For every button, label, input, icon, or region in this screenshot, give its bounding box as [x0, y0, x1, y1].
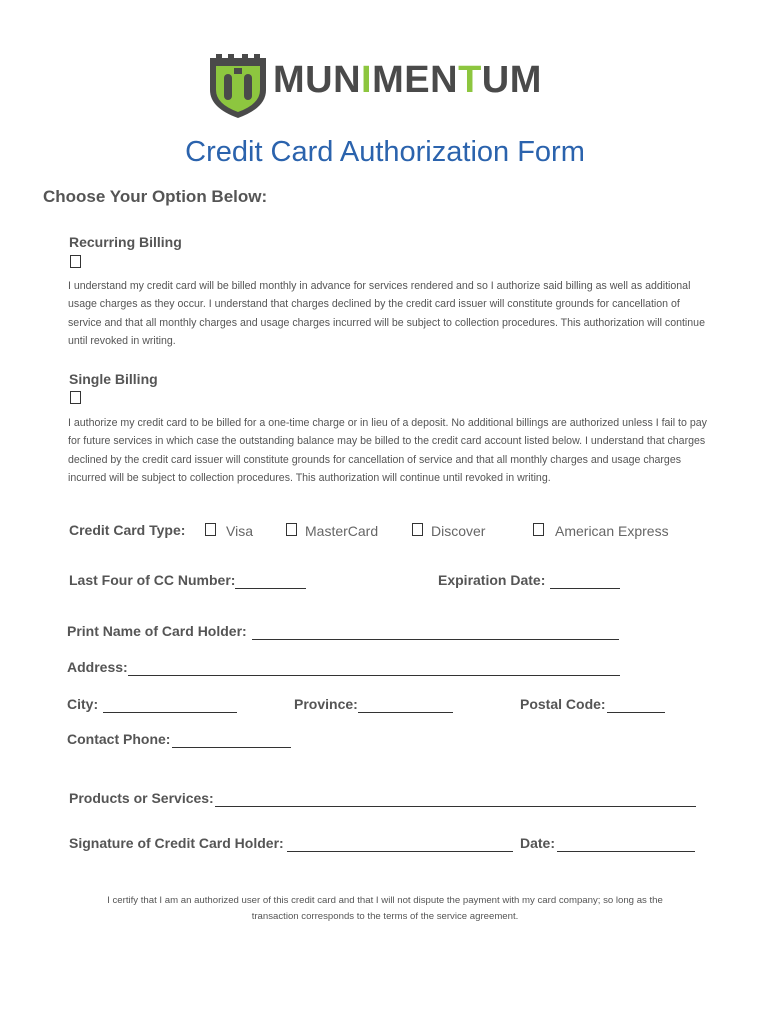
- address-field[interactable]: [128, 675, 620, 676]
- castle-shield-icon: [210, 54, 266, 118]
- discover-label: Discover: [431, 523, 486, 539]
- products-field[interactable]: [215, 806, 696, 807]
- mastercard-label: MasterCard: [305, 523, 379, 539]
- recurring-text: I understand my credit card will be billed monthly in advance for services rendered and so I authorize said billing as well as additional usage charges as they occur. I understand that charges declined by the credit card issuer will constitute grounds for cancellation of service and that all monthly charges and usage charges incurred will be subject to collection procedures. This authorization will continue until revoked in writing.: [68, 280, 705, 347]
- discover-checkbox[interactable]: [412, 523, 423, 536]
- recurring-checkbox[interactable]: [70, 255, 81, 268]
- print-name-label: Print Name of Card Holder:: [67, 623, 247, 639]
- brand-name: MUNIMENTUM: [273, 59, 542, 101]
- footer-line-1: I certify that I am an authorized user of this credit card and that I will not dispute the payment with my card company; so long as the: [107, 895, 663, 906]
- recurring-heading: Recurring Billing: [69, 234, 182, 250]
- expiration-label: Expiration Date:: [438, 572, 546, 588]
- province-label: Province:: [294, 696, 358, 712]
- phone-label: Contact Phone:: [67, 731, 171, 747]
- certification-footer: [0, 893, 770, 925]
- single-heading: Single Billing: [69, 371, 158, 387]
- form-title: Credit Card Authorization Form: [185, 136, 585, 168]
- choose-heading: Choose Your Option Below:: [43, 187, 268, 206]
- single-text: I authorize my credit card to be billed for a one-time charge or in lieu of a deposit. No additional billings are authorized unless I fail to pay for future services in which case the outstanding balance may be billed to the credit card account listed below. I understand that charges declined by the credit card issuer will constitute grounds for cancellation of service and that all monthly charges and usage charges incurred will be subject to collection procedures. This authorization will continue until revoked in writing.: [68, 417, 707, 484]
- expiration-field[interactable]: [550, 588, 620, 589]
- single-checkbox[interactable]: [70, 391, 81, 404]
- phone-field[interactable]: [172, 747, 291, 748]
- date-label: Date:: [520, 835, 556, 851]
- amex-checkbox[interactable]: [533, 523, 544, 536]
- card-type-label: Credit Card Type:: [69, 522, 186, 538]
- visa-label: Visa: [226, 523, 253, 539]
- footer-line-2: transaction corresponds to the terms of the service agreement.: [251, 911, 519, 922]
- signature-label: Signature of Credit Card Holder:: [69, 835, 284, 851]
- visa-checkbox[interactable]: [205, 523, 216, 536]
- last-four-field[interactable]: [235, 588, 306, 589]
- city-label: City:: [67, 696, 99, 712]
- postal-label: Postal Code:: [520, 696, 606, 712]
- signature-field[interactable]: [287, 851, 513, 852]
- print-name-field[interactable]: [252, 639, 619, 640]
- province-field[interactable]: [358, 712, 453, 713]
- city-field[interactable]: [103, 712, 237, 713]
- last-four-label: Last Four of CC Number:: [69, 572, 236, 588]
- postal-field[interactable]: [607, 712, 665, 713]
- amex-label: American Express: [555, 523, 669, 539]
- address-label: Address:: [67, 659, 128, 675]
- date-field[interactable]: [557, 851, 695, 852]
- products-label: Products or Services:: [69, 790, 214, 806]
- mastercard-checkbox[interactable]: [286, 523, 297, 536]
